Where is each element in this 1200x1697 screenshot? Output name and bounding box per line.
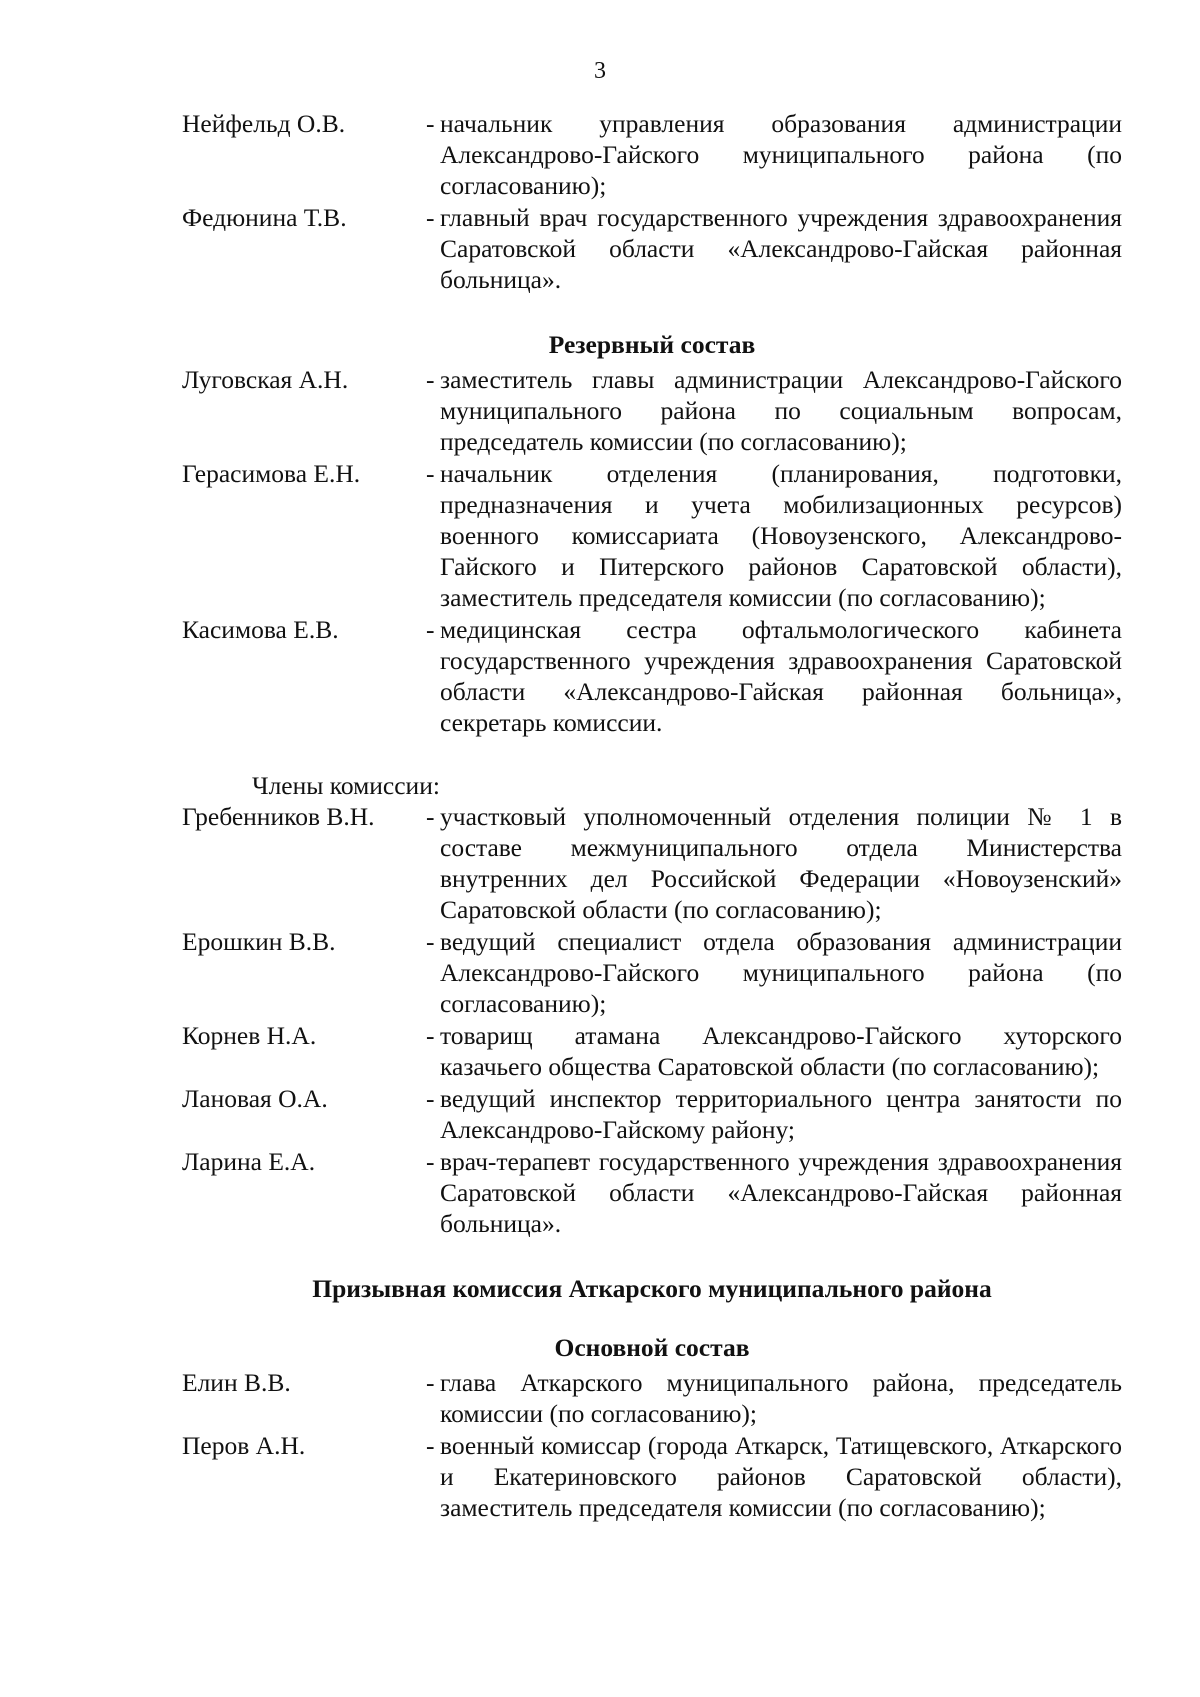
dash: -	[426, 802, 435, 831]
list-item	[182, 458, 1122, 613]
list-item	[182, 801, 1122, 925]
person-name: Корнев Н.А.	[182, 1021, 317, 1050]
person-position: глава Аткарского муниципального района, председатель комиссии (по согласованию);	[440, 1368, 1122, 1428]
main-section-title: Основной состав	[554, 1333, 750, 1362]
person-position: главный врач государственного учреждения здравоохранения Саратовской области «Александрово-Гайская районная больница».	[440, 203, 1122, 294]
person-position: ведущий специалист отдела образования администрации Александрово-Гайского муниципального района (по согласованию);	[440, 927, 1122, 1018]
list-item	[182, 1146, 1122, 1239]
document-content	[182, 108, 1122, 1524]
dash: -	[426, 1021, 435, 1050]
list-item	[182, 926, 1122, 1019]
person-name: Федюнина Т.В.	[182, 203, 347, 232]
reserve-section-title: Резервный состав	[548, 330, 756, 359]
list-item	[182, 1020, 1122, 1082]
dash: -	[426, 615, 435, 644]
person-name: Елин В.В.	[182, 1368, 291, 1397]
person-name: Гребенников В.Н.	[182, 802, 375, 831]
person-position: начальник отделения (планирования, подготовки, предназначения и учета мобилизационных ресурсов) военного комиссариата (Новоузенского, Александрово-Гайского и Питерского районов Саратовской области), заместитель председателя комиссии (по согласованию);	[440, 459, 1122, 612]
list-item	[182, 364, 1122, 457]
person-name: Герасимова Е.Н.	[182, 459, 361, 488]
person-name: Ерошкин В.В.	[182, 927, 336, 956]
commission-title: Призывная комиссия Аткарского муниципального района	[312, 1274, 992, 1303]
person-name: Нейфельд О.В.	[182, 109, 346, 138]
person-name: Касимова Е.В.	[182, 615, 339, 644]
person-name: Лановая О.А.	[182, 1084, 328, 1113]
person-position: начальник управления образования администрации Александрово-Гайского муниципального района (по согласованию);	[440, 109, 1122, 200]
page-number: 3	[594, 58, 606, 84]
person-name: Ларина Е.А.	[182, 1147, 316, 1176]
person-position: участковый уполномоченный отделения полиции № 1 в составе межмуниципального отдела Министерства внутренних дел Российской Федерации «Новоузенский» Саратовской области (по согласованию);	[440, 802, 1122, 924]
list-item	[182, 1083, 1122, 1145]
person-position: врач-терапевт государственного учреждения здравоохранения Саратовской области «Александрово-Гайская районная больница».	[440, 1147, 1122, 1238]
dash: -	[426, 1084, 435, 1113]
person-position: военный комиссар (города Аткарск, Татищевского, Аткарского и Екатериновского районов Саратовской области), заместитель председателя комиссии (по согласованию);	[440, 1431, 1122, 1522]
list-item	[182, 202, 1122, 295]
members-label: Члены комиссии:	[252, 771, 440, 800]
list-item	[182, 1367, 1122, 1429]
person-position: медицинская сестра офтальмологического кабинета государственного учреждения здравоохранения Саратовской области «Александрово-Гайская районная больница», секретарь комиссии.	[440, 615, 1122, 737]
dash: -	[426, 109, 435, 138]
dash: -	[426, 459, 435, 488]
list-item	[182, 614, 1122, 738]
person-name: Луговская А.Н.	[182, 365, 349, 394]
person-position: заместитель главы администрации Александрово-Гайского муниципального района по социальным вопросам, председатель комиссии (по согласованию);	[440, 365, 1122, 456]
list-item	[182, 108, 1122, 201]
person-name: Перов А.Н.	[182, 1431, 306, 1460]
dash: -	[426, 927, 435, 956]
person-position: товарищ атамана Александрово-Гайского хуторского казачьего общества Саратовской области (по согласованию);	[440, 1021, 1122, 1081]
dash: -	[426, 1431, 435, 1460]
person-position: ведущий инспектор территориального центра занятости по Александрово-Гайскому району;	[440, 1084, 1122, 1144]
dash: -	[426, 365, 435, 394]
list-item	[182, 1430, 1122, 1523]
dash: -	[426, 1147, 435, 1176]
dash: -	[426, 1368, 435, 1397]
dash: -	[426, 203, 435, 232]
